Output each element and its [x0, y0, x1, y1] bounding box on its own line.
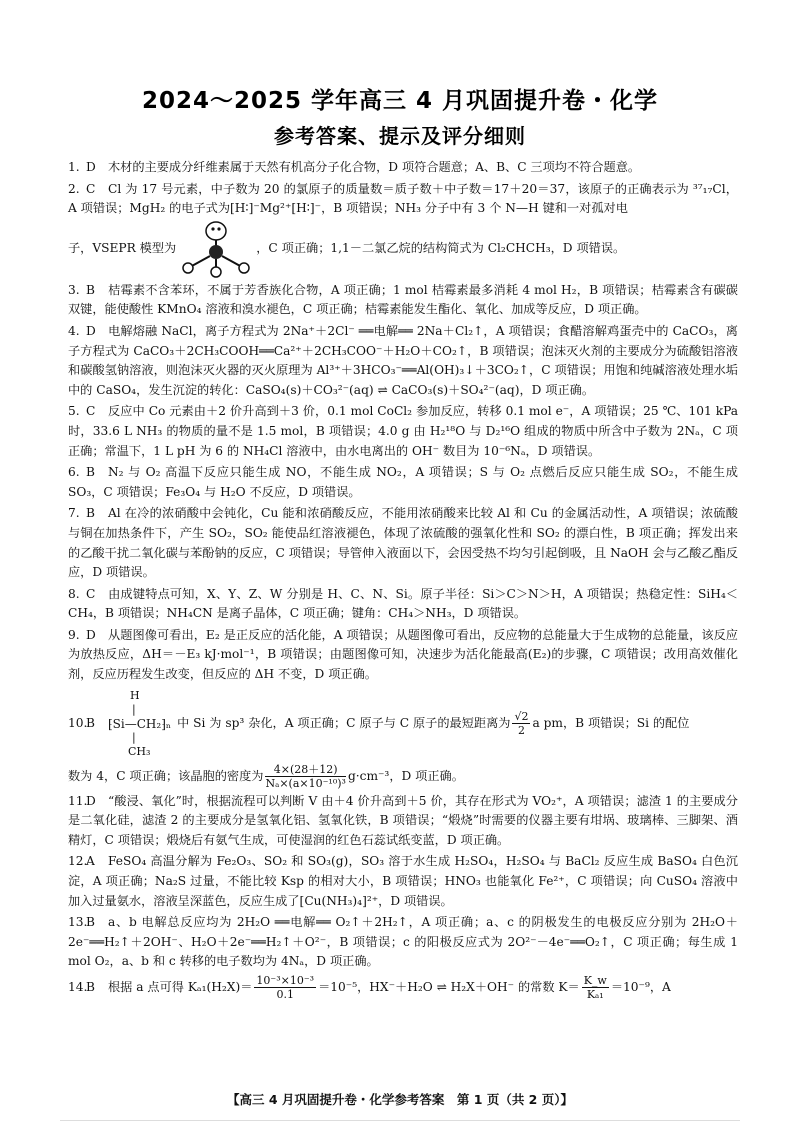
answer-item-13 — [68, 913, 738, 972]
item-answer: D — [86, 323, 96, 338]
item-answer: B — [86, 506, 95, 521]
item-answer: A — [86, 854, 95, 869]
item-answer: C — [86, 181, 96, 196]
item-explanation: Cl 为 17 号元素，中子数为 20 的氯原子的质量数＝质子数＋中子数＝17＋20＝37，该原子的正确表示为 ³⁷₁₇Cl，A 项错误；MgH₂ 的电子式为[H∶]⁻Mg²⁺[H∶]⁻，B 项错误；NH₃ 分子中有 3 个 N—H 键和一对孤对电 — [68, 181, 738, 216]
item-explanation-cont: a pm，B 项错误；Si 的配位 — [532, 716, 690, 731]
item-answer: B — [86, 980, 95, 994]
item-number: 11. — [68, 793, 88, 808]
item-answer: D — [86, 160, 96, 174]
item-explanation: FeSO₄ 高温分解为 Fe₂O₃、SO₂ 和 SO₃(g)，SO₃ 溶于水生成 H₂SO₄，H₂SO₄ 与 BaCl₂ 反应生成 BaSO₄ 白色沉淀，A 项正确；Na₂S 过量，不能比较 Ksp 的相对大小，B 项错误；HNO₃ 也能氧化 Fe²⁺，C 项错误；向 CuSO₄ 溶液中加入过量氨水，溶液呈深蓝色，反应生成了[Cu(NH₃)₄]²⁺，D 项错误。 — [68, 854, 738, 908]
item-answer: D — [86, 627, 96, 642]
item-answer: B — [86, 715, 95, 730]
item-explanation: 中 Si 为 sp³ 杂化，A 项正确；C 原子与 C 原子的最短距离为 — [177, 716, 511, 731]
item-explanation-cont: 数为 4，C 项正确；该晶胞的密度为 — [68, 768, 264, 783]
fraction-denominator: Kₐ₁ — [586, 988, 604, 1001]
fraction-numerator: √2 — [514, 710, 529, 724]
item-number: 4. — [68, 323, 80, 338]
fraction — [254, 974, 316, 1001]
answer-item-11 — [68, 792, 738, 851]
fraction-denominator: 0.1 — [276, 988, 294, 1001]
fraction-numerator: K_w — [583, 974, 607, 987]
item-number: 12. — [68, 854, 88, 869]
answer-list — [68, 158, 738, 1003]
item-explanation-cont: 子，VSEPR 模型为 — [68, 240, 177, 255]
answer-item-5 — [68, 402, 738, 461]
item-explanation: 从题图像可看出，E₂ 是正反应的活化能，A 项错误；从题图像可看出，反应物的总能量大于生成物的总能量，该反应为放热反应，ΔH＝－E₃ kJ·mol⁻¹，B 项错误；由题图像可知，决速步为活化能最高(E₂)的步骤，C 项错误；改用高效催化剂，反应历程发生改变，但反应的 ΔH 不变，D 项正确。 — [68, 627, 738, 682]
item-number: 5. — [68, 404, 80, 419]
item-number: 8. — [68, 586, 80, 601]
fraction-denominator: 2 — [517, 724, 525, 738]
fraction-denominator: Nₐ×(a×10⁻¹⁰)³ — [265, 776, 346, 790]
answer-item-14 — [68, 974, 738, 1001]
struct-bottom: CH₃ — [128, 744, 151, 758]
fraction — [512, 710, 530, 737]
item-number: 1. — [68, 160, 80, 174]
page-title: 2024～2025 学年高三 4 月巩固提升卷・化学 — [141, 88, 659, 114]
item-answer: C — [86, 404, 96, 419]
struct-top: H — [130, 688, 140, 702]
bottom-divider — [60, 1120, 740, 1121]
item-explanation: N₂ 与 O₂ 高温下反应只能生成 NO，不能生成 NO₂，A 项错误；S 与 O₂ 点燃后反应只能生成 SO₂，不能生成 SO₃，C 项错误；Fe₃O₄ 与 H₂O 不反应，D 项错误。 — [68, 465, 738, 499]
fraction-numerator: 4×(28＋12) — [265, 763, 345, 777]
item-number: 7. — [68, 506, 80, 521]
item-explanation-cont: ，C 项正确；1,1－二氯乙烷的结构简式为 Cl₂CHCH₃，D 项错误。 — [256, 240, 626, 255]
fraction-numerator: 10⁻³×10⁻³ — [256, 974, 315, 987]
nh3-vsepr-model-icon — [180, 220, 252, 278]
item-answer: B — [86, 915, 95, 930]
item-answer: D — [86, 793, 96, 808]
item-explanation-cont: g·cm⁻³，D 项正确。 — [347, 768, 464, 783]
item-number: 13. — [68, 915, 88, 930]
answer-item-6 — [68, 463, 738, 502]
item-number: 9. — [68, 627, 80, 642]
item-answer: C — [86, 586, 96, 601]
item-explanation: 反应中 Co 元素由＋2 价升高到＋3 价，0.1 mol CoCl₂ 参加反应，转移 0.1 mol e⁻，A 项错误；25 ℃、101 kPa时，33.6 L NH₃ 的物质的量不是 1.5 mol，B 项错误；4.0 g 由 H₂¹⁸O 与 D₂¹⁶O 组成的物质中所含中子数为 2Nₐ，C 项正确；常温下，1 L pH 为 6 的 NH₄Cl 溶液中，由水电离出的 OH⁻ 数目为 10⁻⁶Nₐ，D 项错误。 — [68, 404, 738, 458]
item-number: 14. — [68, 980, 88, 994]
item-explanation: “酸浸、氧化”时，根据流程可以判断 V 由＋4 价升高到＋5 价，其存在形式为 VO₂⁺，A 项错误；滤渣 1 的主要成分是二氧化硅，滤渣 2 的主要成分是氢氧化铝、氢氧化铁，B 项错误；“煅烧”时需要的仪器主要有坩埚、玻璃棒、三脚架、酒精灯，C 项错误；煅烧后有氨气生成，可使湿润的红色石蕊试纸变蓝，D 项正确。 — [68, 793, 738, 847]
item-explanation-cont: ＝10⁻⁵，HX⁻＋H₂O ⇌ H₂X＋OH⁻ 的常数 K＝ — [318, 980, 580, 994]
item-explanation-cont: ＝10⁻⁹，A — [610, 980, 671, 994]
answer-item-7 — [68, 504, 738, 582]
answer-item-9 — [68, 626, 738, 685]
item-explanation: a、b 电解总反应均为 2H₂O ══电解══ O₂↑＋2H₂↑，A 项正确；a、c 的阴极发生的电极反应分别为 2H₂O＋2e⁻══H₂↑＋2OH⁻、H₂O＋2e⁻══H₂↑＋O²⁻，B 项错误；c 的阳极反应式为 2O²⁻－4e⁻══O₂↑，C 项正确；每生成 1 mol O₂，a、b 和 c 转移的电子数均为 4Nₐ，D 项正确。 — [68, 915, 738, 969]
answer-item-12 — [68, 852, 738, 911]
item-answer: B — [86, 282, 95, 297]
answer-item-10 — [68, 689, 738, 790]
polymer-structure: H | ⁅Si—CH₂⁆ₙ | CH₃ — [108, 688, 172, 758]
item-number: 3. — [68, 282, 80, 297]
item-explanation: 电解熔融 NaCl，离子方程式为 2Na⁺＋2Cl⁻ ══电解══ 2Na＋Cl₂↑，A 项错误；食醋溶解鸡蛋壳中的 CaCO₃，离子方程式为 CaCO₃＋2CH₃COOH══Ca²⁺＋2CH₃COO⁻＋H₂O＋CO₂↑，B 项错误；泡沫灭火剂的主要成分为硫酸铝溶液和碳酸氢钠溶液，则泡沫灭火器的灭火原理为 Al³⁺＋3HCO₃⁻══Al(OH)₃↓＋3CO₂↑，C 项错误；用饱和纯碱溶液处理水垢中的 CaSO₄，发生沉淀的转化：CaSO₄(s)＋CO₃²⁻(aq) ⇌ CaCO₃(s)＋SO₄²⁻(aq)，D 项正确。 — [68, 323, 738, 397]
item-explanation: 根据 a 点可得 Kₐ₁(H₂X)＝ — [108, 980, 253, 994]
item-number: 6. — [68, 465, 80, 480]
item-explanation: 桔霉素不含苯环，不属于芳香族化合物，A 项正确；1 mol 桔霉素最多消耗 4 mol H₂，B 项错误；桔霉素含有碳碳双键，能使酸性 KMnO₄ 溶液和溴水褪色，C 项正确；桔霉素能发生酯化、氧化、加成等反应，D 项正确。 — [68, 282, 738, 317]
item-answer: B — [86, 465, 95, 480]
answer-item-3 — [68, 281, 738, 320]
item-number: 2. — [68, 181, 80, 196]
page-subtitle: 参考答案、提示及评分细则 — [274, 124, 526, 148]
answer-item-1 — [68, 158, 738, 178]
fraction — [265, 763, 345, 790]
item-number: 10. — [68, 715, 88, 730]
answer-item-2 — [68, 180, 738, 279]
answer-item-4 — [68, 322, 738, 400]
page-footer: 【高三 4 月巩固提升卷・化学参考答案 第 1 页（共 2 页）】 — [227, 1092, 573, 1107]
answer-item-8 — [68, 585, 738, 624]
item-explanation: 由成键特点可知，X、Y、Z、W 分别是 H、C、N、Si。原子半径：Si＞C＞N＞H，A 项错误；热稳定性：SiH₄＜CH₄，B 项错误；NH₄CN 是离子晶体，C 项正确；键角：CH₄＞NH₃，D 项错误。 — [68, 586, 738, 621]
fraction — [582, 974, 609, 1001]
item-explanation: 木材的主要成分纤维素属于天然有机高分子化合物，D 项符合题意；A、B、C 三项均不符合题意。 — [108, 160, 641, 174]
struct-main: ⁅Si—CH₂⁆ₙ — [108, 716, 172, 731]
item-explanation: Al 在冷的浓硝酸中会钝化，Cu 能和浓硝酸反应，不能用浓硝酸来比较 Al 和 Cu 的金属活动性，A 项错误；浓硫酸与铜在加热条件下，产生 SO₂，SO₂ 能使品红溶液褪色，体现了浓硫酸的强氧化性和 SO₂ 的漂白性，B 项正确；挥发出来的乙酸干扰二氧化碳与苯酚钠的反应，C 项错误；导管伸入液面以下，会因受热不均匀引起倒吸，且 NaOH 会与乙酸乙酯反应，D 项错误。 — [68, 506, 738, 580]
